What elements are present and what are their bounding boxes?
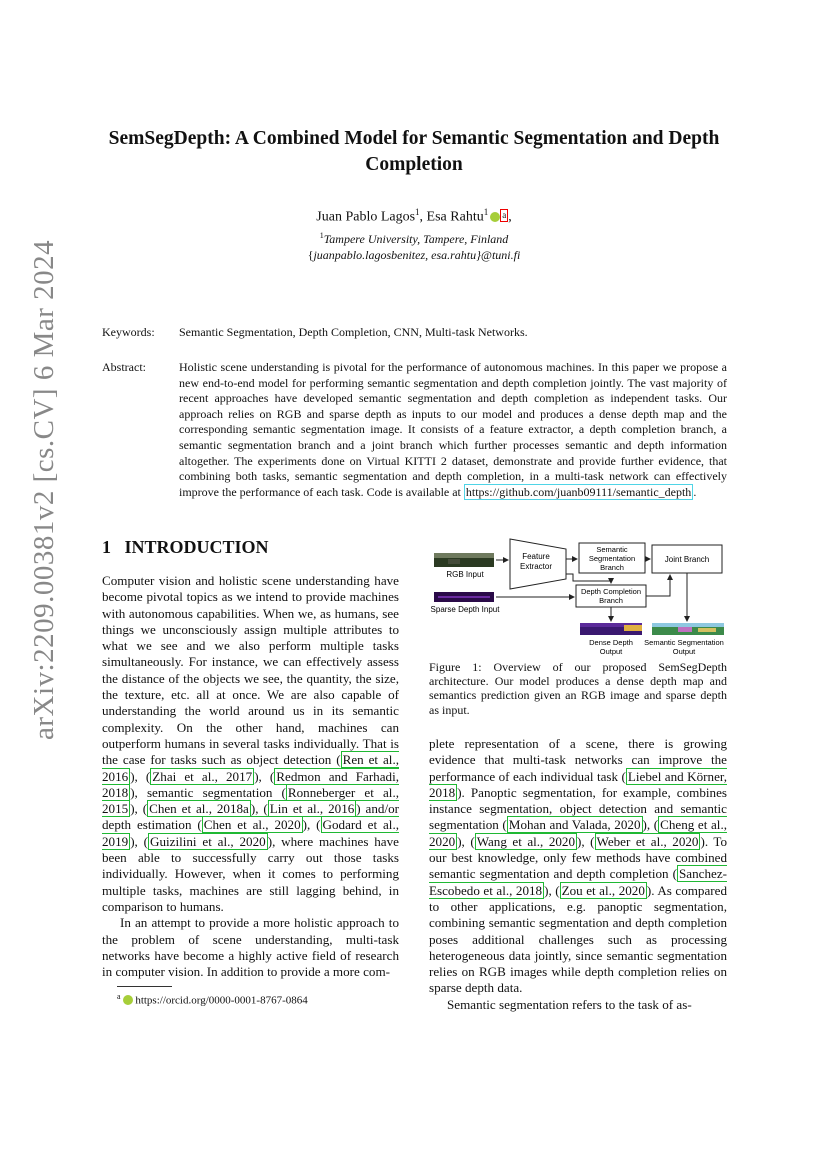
text-span: ), ( bbox=[642, 817, 659, 833]
footnote-link[interactable]: a bbox=[502, 209, 507, 220]
text-span: ), ( bbox=[254, 768, 275, 784]
paper-title: SemSegDepth: A Combined Model for Semantic Segmentation and Depth Completion bbox=[108, 128, 720, 175]
email-domain: }@tuni.fi bbox=[476, 248, 521, 262]
keywords-text: Semantic Segmentation, Depth Completion, CNN, Multi-task Networks. bbox=[179, 325, 528, 339]
text-span: ). To our best knowledge, only few methods have combined semantic segmentation and depth completion ( bbox=[429, 833, 727, 882]
section-number: 1 bbox=[102, 537, 111, 557]
footnote bbox=[117, 992, 308, 1007]
citation[interactable]: Redmon and Farhadi, 2018 bbox=[102, 768, 400, 800]
semantic-output-label-2: Output bbox=[672, 647, 696, 656]
text-span: ), ( bbox=[250, 801, 268, 817]
section-heading bbox=[102, 537, 269, 558]
text-span: ), semantic segmentation ( bbox=[130, 784, 286, 800]
affiliation bbox=[90, 228, 738, 263]
abstract-label: Abstract: bbox=[102, 360, 146, 374]
citation[interactable]: Chen et al., 2020 bbox=[203, 817, 301, 833]
email-brace-left: { bbox=[307, 248, 314, 262]
text-span: ), ( bbox=[457, 833, 475, 849]
citation[interactable]: Godard et al., 2019 bbox=[102, 817, 399, 849]
semantic-branch-label-3: Branch bbox=[600, 563, 624, 572]
orcid-icon[interactable] bbox=[490, 212, 500, 222]
orcid-url[interactable]: https://orcid.org/0000-0001-8767-0864 bbox=[135, 994, 308, 1007]
abstract-text bbox=[179, 360, 727, 500]
code-link[interactable]: https://github.com/juanb09111/semantic_depth bbox=[465, 484, 692, 499]
architecture-diagram bbox=[428, 537, 728, 659]
abstract-end: . bbox=[693, 484, 697, 499]
text-span: ), ( bbox=[302, 817, 321, 833]
intro-right-column bbox=[429, 736, 727, 1013]
semantic-output-image bbox=[652, 623, 724, 635]
text-span: ). Panoptic segmentation, for example, combines instance segmentation, object detection and semantic segmentation ( bbox=[429, 784, 727, 833]
intro-left-column bbox=[102, 573, 399, 980]
sparse-depth-label: Sparse Depth Input bbox=[430, 605, 500, 614]
section-title: INTRODUCTION bbox=[124, 537, 269, 557]
institution: Tampere University, Tampere, Finland bbox=[323, 232, 509, 246]
intro-paragraph bbox=[102, 573, 399, 915]
semantic-output-label-1: Semantic Segmentation bbox=[644, 638, 724, 647]
feature-extractor-label-2: Extractor bbox=[519, 562, 553, 571]
intro-paragraph: In an attempt to provide a more holistic approach to the problem of scene understanding, multi-task networks have become a highly active field of research in computer vision. In addition to provide a more com- bbox=[102, 915, 399, 980]
footnote-marker: a bbox=[117, 992, 121, 1001]
text-span: ). As compared to other applications, e.g. panoptic segmentation, combining semantic segmentation and depth completion poses additional challenges such as processing heterogeneous data jointly, since semantic segmentation relies on RGB images while depth completion relies on sparse depth data. bbox=[429, 882, 728, 996]
text-span: Computer vision and holistic scene understanding have become pivotal topics as we intend to provide machines with autonomous capabilities. When we, as humans, see things we unconsciously assign multiple attributes to what we see and we also perform multiple tasks simultaneously. For instance, we can effectively assess the distance of the objects we see, the quantity, the size, the texture, etc. all at once. We are also capable of understanding the world around us in its semantic complexity. On the other hand, machines can outperform humans in several tasks individually. That is the case for tasks such as object detection ( bbox=[102, 573, 399, 768]
dense-depth-label-2: Output bbox=[599, 647, 623, 656]
citation[interactable]: Wang et al., 2020 bbox=[476, 833, 576, 849]
author-rahtu: Esa Rahtu bbox=[426, 209, 484, 225]
text-span: ), where machines have been able to successfully carry out those tasks individually. However, when it comes to performing multiple tasks, machines are still lagging behind, in comparison to humans. bbox=[102, 833, 399, 914]
citation[interactable]: Zhai et al., 2017 bbox=[152, 768, 253, 784]
citation[interactable]: Guizilini et al., 2020 bbox=[150, 833, 266, 849]
citation[interactable]: Ronneberger et al., 2015 bbox=[102, 784, 399, 817]
rgb-input-image bbox=[434, 553, 494, 567]
citation[interactable]: Mohan and Valada, 2020 bbox=[508, 817, 641, 833]
rgb-input-label: RGB Input bbox=[446, 570, 484, 579]
abstract-body: Holistic scene understanding is pivotal for the performance of autonomous machines. In this paper we propose a new end-to-end model for performing semantic segmentation and depth completion jointly. The vast majority of recent approaches have developed semantic segmentation and depth completion as independent tasks. Our approach relies on RGB and sparse depth as inputs to our model and produces a dense depth map and the corresponding semantic segmentation image. It consists of a feature extractor, a depth completion branch, a semantic segmentation branch and a joint branch which further processes semantic and depth information altogether. The experiments done on Virtual KITTI 2 dataset, demonstrate and provide further evidence, that combining both tasks, semantic segmentation and depth completion, in a multi-task network can effectively improve the performance of each task. Code is available at bbox=[179, 360, 727, 499]
arrow-depth-to-joint bbox=[646, 575, 670, 596]
citation[interactable]: Lin et al., 2016 bbox=[269, 801, 355, 817]
footnote-rule bbox=[117, 986, 172, 987]
citation[interactable]: Zou et al., 2020 bbox=[561, 882, 645, 898]
citation[interactable]: Sanchez-Escobedo et al., 2018 bbox=[429, 866, 727, 898]
affil-sup: 1 bbox=[319, 231, 324, 240]
citation[interactable]: Ren et al., 2016 bbox=[102, 752, 399, 784]
dense-depth-label-1: Dense Depth bbox=[589, 638, 633, 647]
author-sup: 1 bbox=[415, 207, 420, 217]
depth-branch-label-1: Depth Completion bbox=[580, 587, 642, 596]
text-span: plete representation of a scene, there is growing evidence that multi-task networks can improve the performance of each individual task ( bbox=[429, 736, 727, 784]
joint-branch-label: Joint Branch bbox=[664, 555, 710, 564]
dense-depth-output-image bbox=[580, 623, 642, 635]
text-span: ), ( bbox=[544, 882, 560, 898]
intro-paragraph: Semantic segmentation refers to the task of as- bbox=[447, 996, 692, 1012]
keywords-label: Keywords: bbox=[102, 325, 155, 339]
email-names: juanpablo.lagosbenitez, esa.rahtu bbox=[313, 248, 477, 262]
depth-branch-label-2: Branch bbox=[599, 596, 623, 605]
orcid-icon bbox=[123, 995, 133, 1005]
text-span: ), ( bbox=[130, 768, 151, 784]
figure-caption: Figure 1: Overview of our proposed SemSegDepth architecture. Our model produces a dense depth map and semantics prediction given an RGB image and sparse depth as input. bbox=[429, 660, 727, 717]
text-span: ), ( bbox=[130, 833, 149, 849]
citation[interactable]: Cheng et al., 2020 bbox=[429, 817, 727, 849]
semantic-branch-label-2: Segmentation bbox=[588, 554, 636, 563]
intro-paragraph bbox=[429, 736, 727, 997]
author-lagos: Juan Pablo Lagos bbox=[316, 209, 416, 225]
sparse-depth-points bbox=[438, 596, 490, 598]
authors: Juan Pablo Lagos$^1$, Esa Rahtu$^1$ a , bbox=[316, 207, 512, 225]
feature-extractor-label-1: Feature bbox=[522, 552, 550, 561]
citation[interactable]: Weber et al., 2020 bbox=[596, 833, 699, 849]
citation[interactable]: Liebel and Körner, 2018 bbox=[429, 768, 727, 800]
semantic-branch-label-1: Semantic bbox=[596, 545, 628, 554]
text-span: ), ( bbox=[130, 801, 148, 817]
text-span: ) and/or depth estimation ( bbox=[102, 801, 400, 833]
text-span: ), ( bbox=[577, 833, 595, 849]
citation[interactable]: Chen et al., 2018a bbox=[149, 801, 249, 817]
author-sup: 1 bbox=[483, 207, 489, 217]
arrow-extractor-to-depth bbox=[566, 574, 611, 583]
arxiv-identifier: arXiv:2209.00381v2 [cs.CV] 6 Mar 2024 bbox=[28, 239, 60, 740]
